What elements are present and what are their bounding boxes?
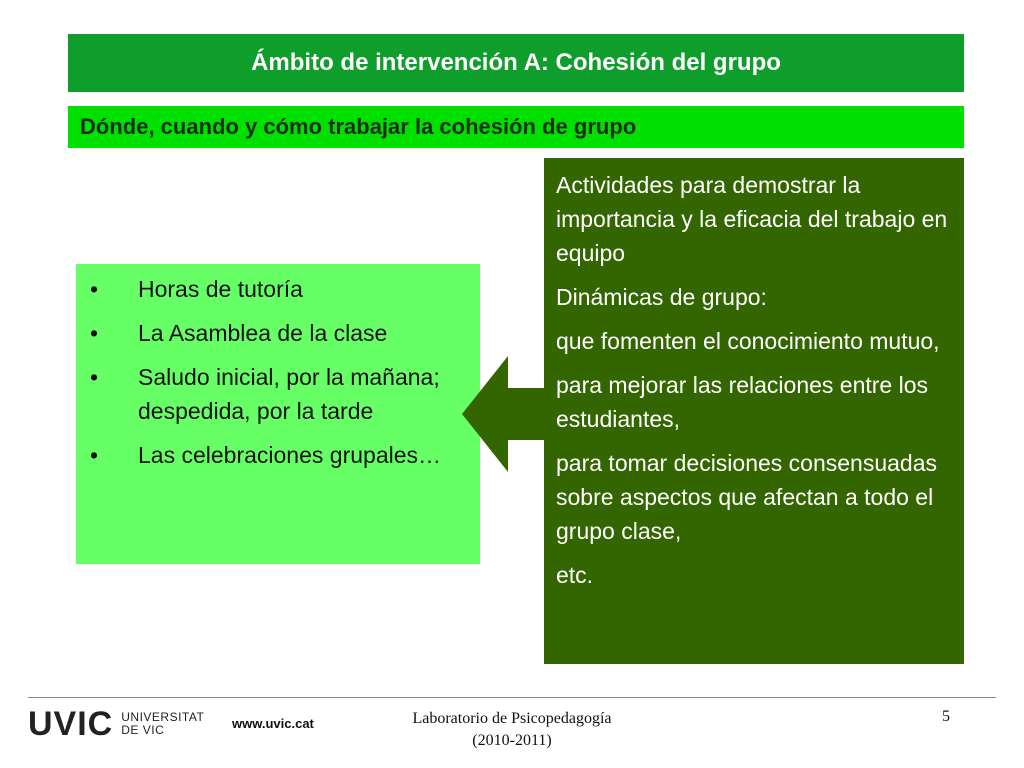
bullet-item [86,316,470,350]
logo-text [121,711,204,737]
bullet-item [86,272,470,306]
slide-title [68,34,964,92]
uvic-logo [28,706,228,742]
slide-title-text: Ámbito de intervención A: Cohesión del grupo [251,49,781,76]
activities-paragraph: para tomar decisiones consensuadas sobre aspectos que afectan a todo el grupo clase, [556,450,938,544]
bullet-text: Horas de tutoría [138,276,303,302]
activities-paragraph: para mejorar las relaciones entre los estudiantes, [556,372,929,432]
bullet-symbol: • [90,442,99,468]
logo-line-2: DE VIC [121,723,165,737]
left-bullet-box [76,264,480,564]
page-number: 5 [942,708,950,725]
bullet-item [86,360,470,428]
left-arrow-icon [462,356,546,472]
bullet-symbol: • [90,320,99,346]
bullet-text: Saludo inicial, por la mañana; despedida, por la tarde [138,364,440,424]
bullet-list [86,272,470,472]
right-activities-box [544,158,964,664]
logo-line-1: UNIVERSITAT [121,710,205,724]
logo-mark: UVIC [28,705,114,743]
activities-paragraph: que fomenten el conocimiento mutuo, [556,328,940,354]
bullet-text: Las celebraciones grupales… [138,442,442,468]
footer-divider [28,697,996,698]
slide-subtitle-text: Dónde, cuando y cómo trabajar la cohesión de grupo [80,114,637,139]
activities-paragraph: etc. [556,562,594,588]
left-arrow-shape [462,356,546,472]
footer-center-text [362,708,662,752]
activities-paragraph: Dinámicas de grupo: [556,284,767,310]
footer-url-link[interactable]: www.uvic.cat [232,716,314,731]
footer-center-line-2: (2010-2011) [472,732,552,749]
bullet-text: La Asamblea de la clase [138,320,388,346]
bullet-item [86,438,470,472]
slide-subtitle [68,106,964,148]
bullet-symbol: • [90,364,99,390]
bullet-symbol: • [90,276,99,302]
activities-paragraph: Actividades para demostrar la importancia y la eficacia del trabajo en equipo [556,172,948,266]
footer-center-line-1: Laboratorio de Psicopedagogía [412,710,612,727]
